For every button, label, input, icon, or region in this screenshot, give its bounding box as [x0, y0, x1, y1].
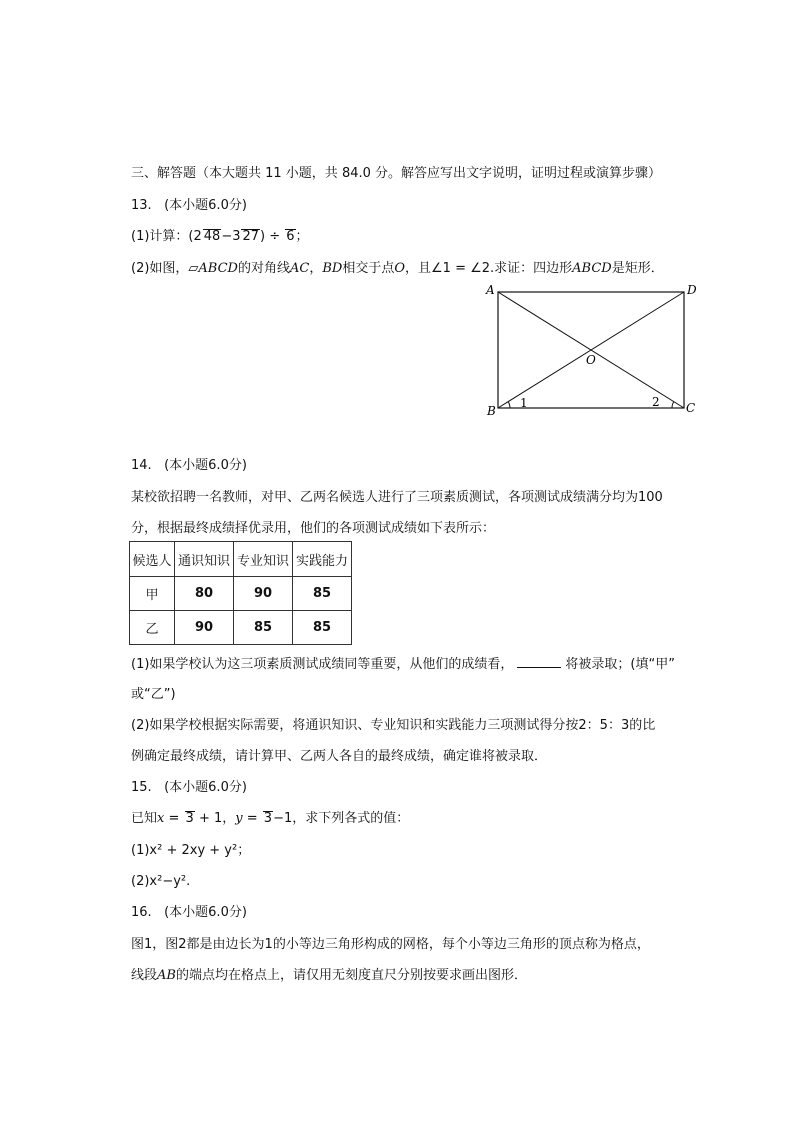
q14-part1-cont: 或“乙”) [131, 687, 176, 702]
q13-part1-after: ) ÷ [260, 229, 285, 244]
table-cell: 90 [175, 611, 234, 645]
table-header-cell: 通识知识 [175, 542, 234, 577]
q13-part2-text-6: 是矩形． [611, 261, 664, 276]
table-header-cell: 专业知识 [234, 542, 293, 577]
table-header-row [130, 542, 352, 577]
q16-line-1: 图1，图2都是由边长为1的小等边三角形构成的网格，每个小等边三角形的顶点称为格点， [131, 937, 650, 952]
q13-number: 13. [131, 198, 152, 213]
var-abcd: ABCD [198, 261, 238, 276]
q13-header [131, 197, 247, 215]
q13-part2-text-3: ， [309, 261, 323, 276]
q13-part2-text-1: (2)如图，▱ [131, 261, 199, 276]
table-cell: 85 [293, 577, 352, 611]
q14-part2-1: (2)如果学校根据实际需要，将通识知识、专业知识和实践能力三项测试得分按2：5：3的比 [131, 718, 656, 733]
radicand-3-b: 3 [263, 811, 273, 826]
q13-part2-text-2: 的对角线 [237, 261, 290, 276]
var-x: x [157, 811, 165, 826]
answer-blank[interactable] [517, 655, 561, 668]
var-o: O [394, 261, 406, 276]
table-cell: 乙 [130, 611, 175, 645]
radicand-3-a: 3 [185, 811, 194, 826]
table-cell: 85 [293, 611, 352, 645]
table-cell: 90 [234, 577, 293, 611]
q15-given [131, 810, 409, 828]
sqrt-48 [203, 229, 222, 244]
label-c: C [686, 401, 696, 415]
q13-part1 [131, 228, 309, 246]
table-cell: 甲 [130, 577, 175, 611]
label-b: B [487, 404, 496, 418]
q15-plus-1: + 1， [194, 811, 236, 826]
var-ab: AB [157, 968, 176, 983]
q16-line2-text: 线段 [131, 968, 158, 983]
var-ac: AC [290, 261, 310, 276]
var-bd: BD [322, 261, 343, 276]
q15-part2: (2)x²−y². [131, 874, 191, 889]
var-y: y [235, 811, 243, 826]
table-header-cell: 候选人 [130, 542, 175, 577]
table-cell: 80 [175, 577, 234, 611]
sqrt-6 [285, 229, 295, 244]
q13-part1-prefix: (1)计算：(2 [131, 229, 202, 244]
q13-part2-text-4: 相交于点 [342, 261, 395, 276]
radicand-27: 27 [242, 229, 260, 244]
q14-header [131, 457, 247, 475]
q13-part1-end: ； [295, 229, 309, 244]
q16-number: 16. [131, 905, 152, 920]
q14-intro-1: 某校欲招聘一名教师，对甲、乙两名候选人进行了三项素质测试，各项测试成绩满分均为100 [131, 490, 663, 505]
q16-header [131, 904, 247, 922]
q15-eq-2: = [242, 811, 262, 826]
label-d: D [687, 283, 697, 297]
score-table [129, 541, 352, 645]
table-row [130, 611, 352, 645]
radicand-6: 6 [286, 229, 295, 244]
q13-part2 [131, 260, 664, 278]
label-a: A [486, 283, 495, 297]
q14-intro-2: 分，根据最终成绩择优录用，他们的各项测试成绩如下表所示： [131, 521, 496, 536]
q15-eq-1: = [164, 811, 184, 826]
q13-part1-mid: −3 [221, 229, 241, 244]
label-o: O [586, 353, 596, 367]
q15-header [131, 779, 247, 797]
q15-points: (本小题6.0分) [164, 780, 247, 795]
sqrt-3-b [263, 811, 273, 826]
q16-line2-text-2: 的端点均在格点上，请仅用无刻度直尺分别按要求画出图形． [175, 968, 527, 983]
q14-part1 [131, 655, 675, 674]
table-cell: 85 [234, 611, 293, 645]
q14-part1-text: (1)如果学校认为这三项素质测试成绩同等重要，从他们的成绩看， [131, 657, 514, 672]
table-header-cell: 实践能力 [293, 542, 352, 577]
q13-part2-text-5: ，且∠1 = ∠2.求证：四边形 [405, 261, 573, 276]
radicand-48: 48 [203, 229, 221, 244]
q15-minus-1: −1，求下列各式的值： [273, 811, 410, 826]
q14-points: (本小题6.0分) [164, 458, 247, 473]
sqrt-3-a [185, 811, 195, 826]
table-row [130, 577, 352, 611]
q14-part1-text-2: 将被录取；(填“甲” [565, 657, 675, 672]
q16-line-2 [131, 967, 527, 985]
var-abcd-2: ABCD [572, 261, 612, 276]
section-heading: 三、解答题（本大题共 11 小题，共 84.0 分。解答应写出文字说明，证明过程或演算步骤） [131, 166, 662, 181]
q14-part2-2: 例确定最终成绩，请计算甲、乙两人各自的最终成绩，确定谁将被录取． [131, 749, 548, 764]
q15-number: 15. [131, 780, 152, 795]
q15-given-text: 已知 [131, 811, 158, 826]
q14-number: 14. [131, 458, 152, 473]
q15-part1: (1)x² + 2xy + y²； [131, 843, 251, 858]
q16-points: (本小题6.0分) [164, 905, 247, 920]
sqrt-27 [241, 229, 260, 244]
label-angle-2: 2 [652, 395, 660, 409]
rectangle-figure [480, 280, 700, 420]
q13-points: (本小题6.0分) [164, 198, 247, 213]
angle-1-arc [508, 402, 510, 408]
angle-2-arc [672, 402, 674, 408]
label-angle-1: 1 [520, 396, 528, 410]
